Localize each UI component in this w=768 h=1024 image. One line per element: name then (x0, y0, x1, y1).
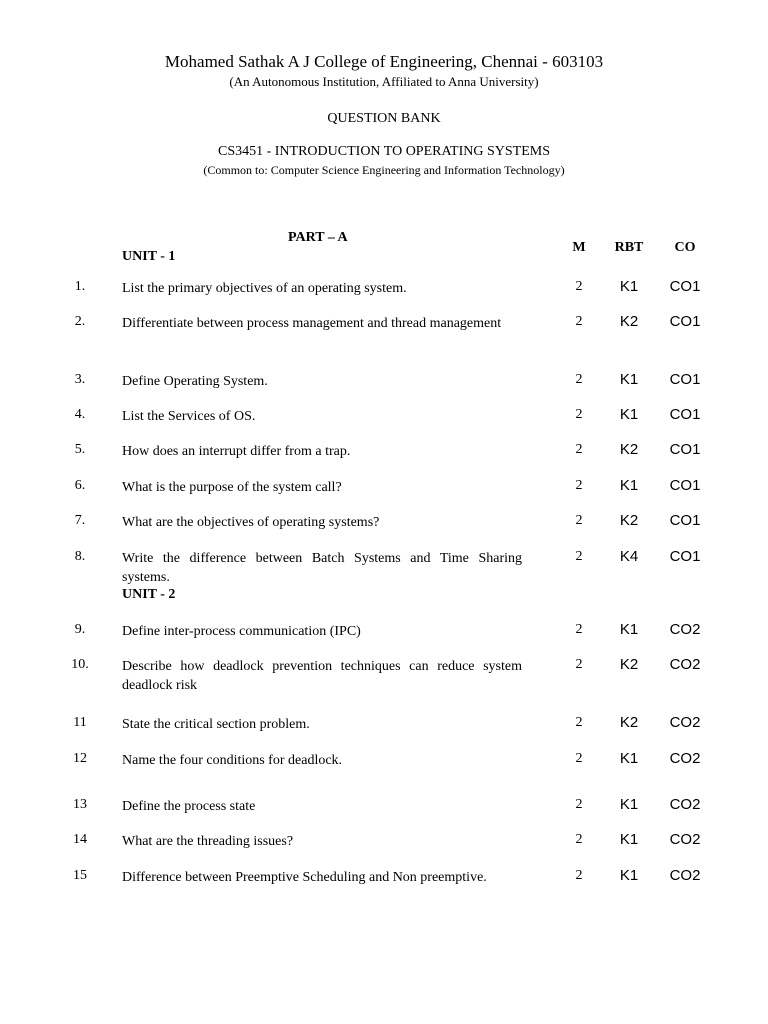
unit-1-heading: UNIT - 1 (122, 249, 176, 264)
question-marks: 2 (575, 868, 583, 883)
question-course-outcome: CO1 (669, 441, 701, 458)
question-row (0, 314, 768, 354)
question-rbt-level: K2 (619, 313, 639, 330)
question-marks: 2 (575, 797, 583, 812)
question-marks: 2 (575, 751, 583, 766)
question-text: Name the four conditions for deadlock. (122, 753, 343, 768)
part-heading: PART – A (288, 230, 348, 245)
question-rbt-level: K1 (619, 621, 639, 638)
question-text: Define inter-process communication (IPC) (122, 624, 361, 639)
question-number: 8. (74, 549, 86, 564)
question-text: State the critical section problem. (122, 717, 310, 732)
question-marks: 2 (575, 657, 583, 672)
question-marks: 2 (575, 314, 583, 329)
question-text: How does an interrupt differ from a trap. (122, 444, 351, 459)
question-course-outcome: CO2 (669, 750, 701, 767)
course-note: (Common to: Computer Science Engineering and Information Technology) (203, 163, 565, 177)
question-text: Define Operating System. (122, 374, 268, 389)
unit-2-heading: UNIT - 2 (122, 587, 176, 602)
question-row (0, 751, 768, 791)
question-marks: 2 (575, 372, 583, 387)
question-text: Difference between Preemptive Scheduling and Non preemptive. (122, 870, 487, 885)
question-rbt-level: K1 (619, 796, 639, 813)
question-course-outcome: CO1 (669, 371, 701, 388)
question-row (0, 549, 768, 589)
question-marks: 2 (575, 622, 583, 637)
question-text: Differentiate between process management and thread management (122, 316, 502, 331)
question-rbt-level: K2 (619, 512, 639, 529)
question-rbt-level: K1 (619, 406, 639, 423)
college-name: Mohamed Sathak A J College of Engineering, Chennai - 603103 (164, 52, 604, 71)
question-course-outcome: CO1 (669, 278, 701, 295)
question-marks: 2 (575, 832, 583, 847)
question-rbt-level: K1 (619, 867, 639, 884)
question-course-outcome: CO2 (669, 796, 701, 813)
question-text: What is the purpose of the system call? (122, 480, 342, 495)
question-course-outcome: CO2 (669, 656, 701, 673)
question-row (0, 832, 768, 872)
question-number: 3. (74, 372, 86, 387)
question-marks: 2 (575, 442, 583, 457)
question-row (0, 657, 768, 697)
question-marks: 2 (575, 715, 583, 730)
question-number: 10. (71, 657, 89, 672)
question-rbt-level: K4 (619, 548, 639, 565)
question-number: 4. (74, 407, 86, 422)
question-marks: 2 (575, 513, 583, 528)
question-course-outcome: CO2 (669, 621, 701, 638)
question-row (0, 868, 768, 908)
question-course-outcome: CO2 (669, 714, 701, 731)
question-number: 5. (74, 442, 86, 457)
column-header-marks: M (572, 240, 586, 255)
question-number: 13 (73, 797, 87, 812)
column-header-rbt: RBT (614, 240, 644, 255)
question-course-outcome: CO1 (669, 512, 701, 529)
question-marks: 2 (575, 549, 583, 564)
question-number: 15 (73, 868, 87, 883)
question-rbt-level: K1 (619, 278, 639, 295)
college-affiliation: (An Autonomous Institution, Affiliated to Anna University) (229, 74, 539, 89)
question-number: 2. (74, 314, 86, 329)
question-course-outcome: CO1 (669, 313, 701, 330)
question-text: What are the threading issues? (122, 834, 294, 849)
question-rbt-level: K2 (619, 714, 639, 731)
question-text: List the Services of OS. (122, 409, 256, 424)
question-number: 12 (73, 751, 87, 766)
question-number: 14 (73, 832, 87, 847)
question-number: 9. (74, 622, 86, 637)
question-rbt-level: K2 (619, 656, 639, 673)
question-number: 1. (74, 279, 86, 294)
question-course-outcome: CO2 (669, 831, 701, 848)
question-rbt-level: K2 (619, 441, 639, 458)
question-rbt-level: K1 (619, 831, 639, 848)
question-text: Write the difference between Batch Systems and Time Sharing systems. (122, 551, 522, 585)
question-number: 7. (74, 513, 86, 528)
question-number: 11 (73, 715, 87, 730)
question-rbt-level: K1 (619, 477, 639, 494)
question-marks: 2 (575, 279, 583, 294)
question-rbt-level: K1 (619, 371, 639, 388)
question-course-outcome: CO1 (669, 548, 701, 565)
column-header-co: CO (674, 240, 696, 255)
question-number: 6. (74, 478, 86, 493)
question-rbt-level: K1 (619, 750, 639, 767)
question-text: Define the process state (122, 799, 256, 814)
question-row (0, 715, 768, 755)
question-marks: 2 (575, 407, 583, 422)
course-title: CS3451 - INTRODUCTION TO OPERATING SYSTEMS (217, 144, 550, 159)
question-marks: 2 (575, 478, 583, 493)
document-type: QUESTION BANK (327, 111, 441, 126)
question-row (0, 442, 768, 482)
question-course-outcome: CO2 (669, 867, 701, 884)
question-text: List the primary objectives of an operating system. (122, 281, 407, 296)
question-row (0, 513, 768, 553)
question-course-outcome: CO1 (669, 406, 701, 423)
question-course-outcome: CO1 (669, 477, 701, 494)
question-text: What are the objectives of operating systems? (122, 515, 380, 530)
question-text: Describe how deadlock prevention techniques can reduce system deadlock risk (122, 659, 522, 693)
